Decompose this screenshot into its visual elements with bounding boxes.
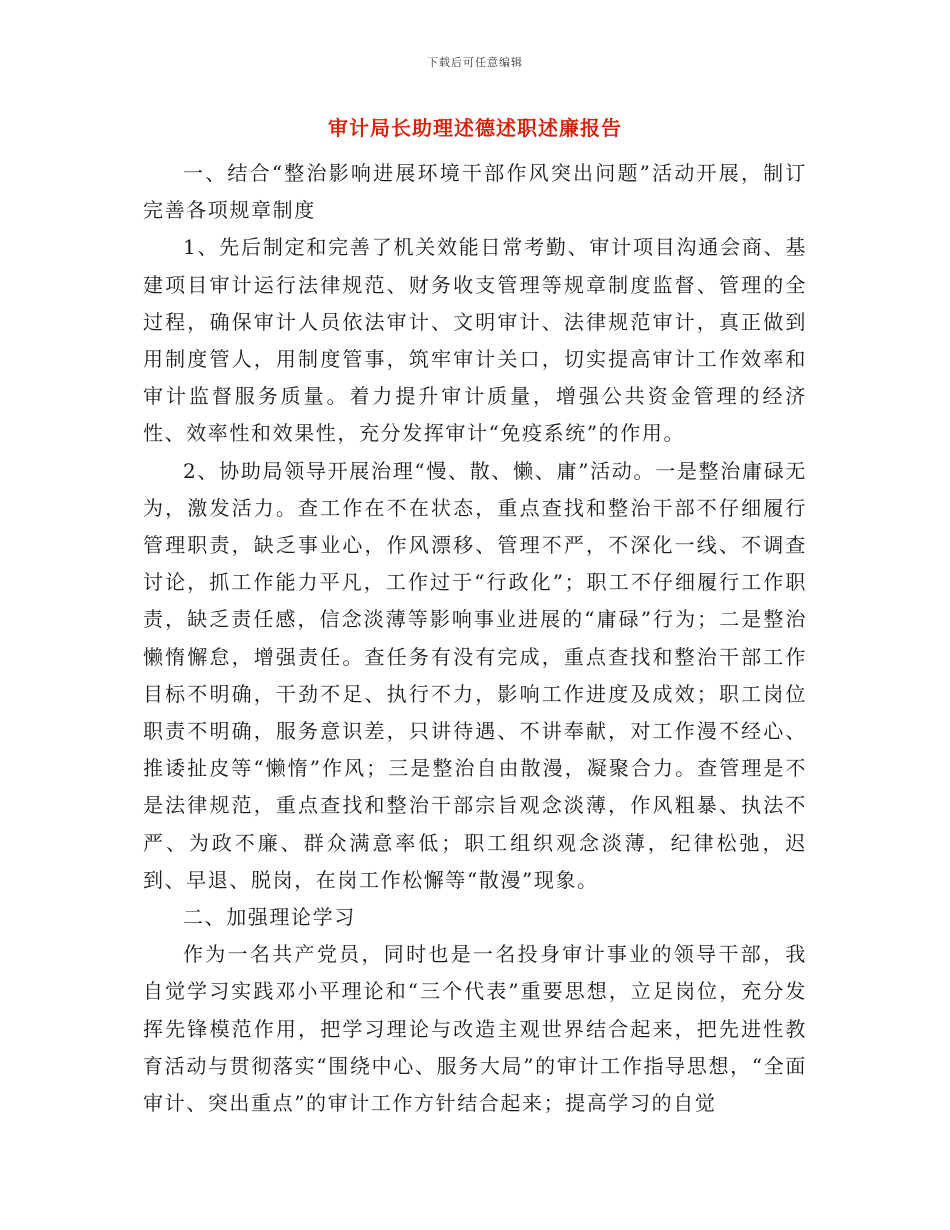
- document-title: 审计局长助理述德述职述廉报告: [328, 116, 622, 140]
- paragraph-1: 1、先后制定和完善了机关效能日常考勤、审计项目沟通会商、基建项目审计运行法律规范、财务收支管理等规章制度监督、管理的全过程，确保审计人员依法审计、文明审计、法律规范审计，真正做到用制度管人，用制度管事，筑牢审计关口，切实提高审计工作效率和审计监督服务质量。着力提升审计质量，增强公共资金管理的经济性、效率性和效果性，充分发挥审计“免疫系统”的作用。: [143, 235, 807, 446]
- paragraph-2: 2、协助局领导开展治理“慢、散、懒、庸”活动。一是整治庸碌无为，激发活力。查工作在不在状态，重点查找和整治干部不仔细履行管理职责，缺乏事业心，作风漂移、管理不严，不深化一线、不调查讨论，抓工作能力平凡，工作过于“行政化”；职工不仔细履行工作职责，缺乏责任感，信念淡薄等影响事业进展的“庸碌”行为；二是整治懒惰懈怠，增强责任。查任务有没有完成，重点查找和整治干部工作目标不明确，干劲不足、执行不力，影响工作进度及成效；职工岗位职责不明确，服务意识差，只讲待遇、不讲奉献，对工作漫不经心、推诿扯皮等“懒惰”作风；三是整治自由散漫，凝聚合力。查管理是不是法律规范，重点查找和整治干部宗旨观念淡薄，作风粗暴、执法不严、为政不廉、群众满意率低；职工组织观念淡薄，纪律松弛，迟到、早退、脱岗，在岗工作松懈等“散漫”现象。: [143, 458, 807, 892]
- section-heading-1: 一、结合“整治影响进展环境干部作风突出问题”活动开展，制订完善各项规章制度: [143, 161, 807, 223]
- paragraph-3: 作为一名共产党员，同时也是一名投身审计事业的领导干部，我自觉学习实践邓小平理论和“三个代表”重要思想，立足岗位，充分发挥先锋模范作用，把学习理论与改造主观世界结合起来，把先进性教育活动与贯彻落实“围绕中心、服务大局”的审计工作指导思想，“全面审计、突出重点”的审计工作方针结合起来；提高学习的自觉: [143, 942, 807, 1116]
- section-heading-2: 二、加强理论学习: [183, 905, 356, 930]
- document-body: [143, 155, 807, 1122]
- page-header-note: 下载后可任意编辑: [427, 56, 523, 69]
